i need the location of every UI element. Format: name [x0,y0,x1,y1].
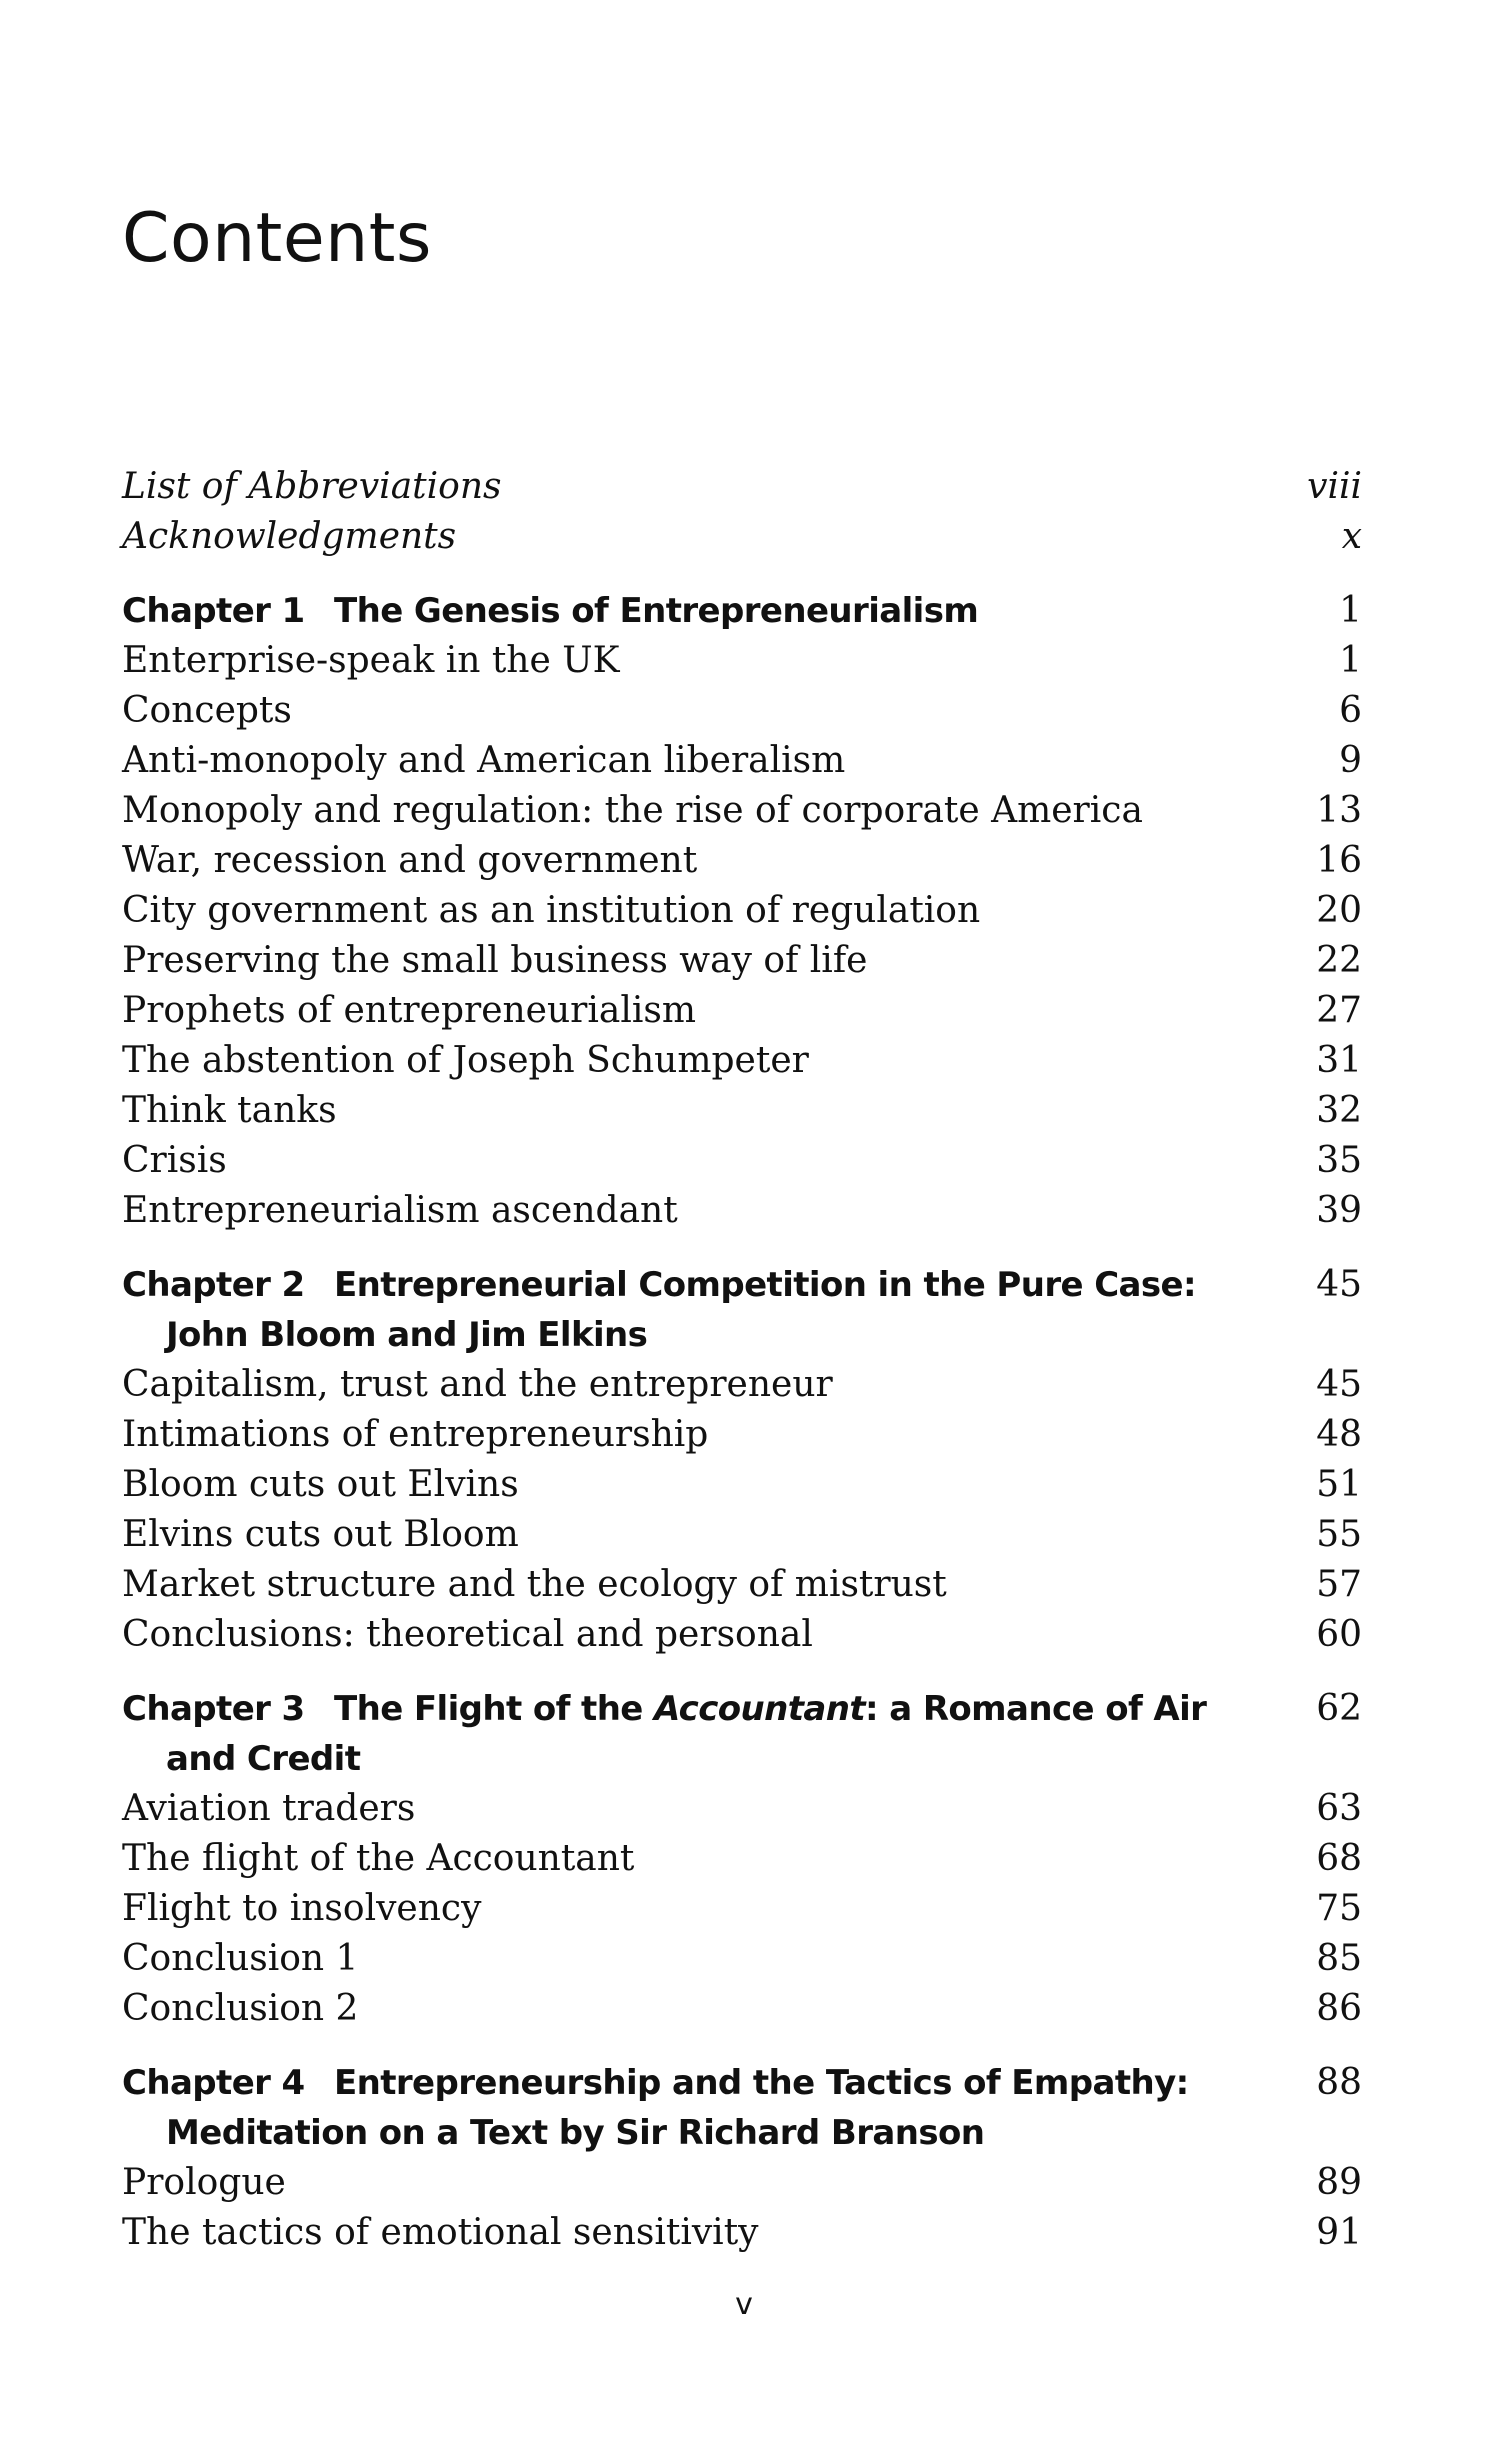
entry-title: Flight to insolvency [122,1888,482,1929]
toc-entry[interactable] [122,1186,1362,1236]
toc-entry[interactable] [122,1984,1362,2034]
toc-entry[interactable] [122,1560,1362,1610]
toc-entry[interactable] [122,886,1362,936]
toc-entry[interactable] [122,1610,1362,1660]
chapter-heading-1[interactable] [122,586,1362,636]
entry-title: Think tanks [122,1090,337,1131]
entry-page: 27 [1316,990,1362,1031]
chapter-heading-2[interactable] [122,1260,1362,1360]
toc-entry[interactable] [122,686,1362,736]
chapter-title-italic: Accountant [654,1689,866,1729]
chapter-heading-4[interactable] [122,2058,1362,2158]
toc-entry[interactable] [122,736,1362,786]
entry-title: Preserving the small business way of life [122,940,868,981]
entry-title: Prophets of entrepreneurialism [122,990,696,1031]
entry-page: 39 [1316,1190,1362,1231]
chapter-title-continued: Meditation on a Text by Sir Richard Branson [166,2113,985,2153]
entry-page: 48 [1316,1414,1362,1455]
toc-entry[interactable] [122,986,1362,1036]
entry-title: Prologue [122,2162,286,2203]
entry-title: Anti-monopoly and American liberalism [122,740,846,781]
entry-page: 31 [1316,1040,1362,1081]
chapter-title-continued: John Bloom and Jim Elkins [166,1315,648,1355]
entry-page: 57 [1316,1564,1362,1605]
entry-page: viii [1307,466,1362,507]
chapter-title-post: : a Romance of Air [865,1689,1207,1729]
entry-title: Bloom cuts out Elvins [122,1464,519,1505]
entry-title: Market structure and the ecology of mistrust [122,1564,947,1605]
toc-entry[interactable] [122,936,1362,986]
chapter-title-pre: The Flight of the [334,1689,655,1729]
entry-title: Conclusion 2 [122,1988,359,2029]
entry-title: Entrepreneurialism ascendant [122,1190,678,1231]
toc-entry[interactable] [122,836,1362,886]
entry-page: 13 [1316,790,1362,831]
toc-entry[interactable] [122,636,1362,686]
entry-title: Monopoly and regulation: the rise of corporate America [122,790,1143,831]
entry-title: The flight of the Accountant [122,1838,635,1879]
entry-page: 45 [1316,1364,1362,1405]
toc-entry[interactable] [122,1360,1362,1410]
toc-entry[interactable] [122,1510,1362,1560]
entry-page: 16 [1316,840,1362,881]
entry-page: 20 [1316,890,1362,931]
chapter-page: 62 [1316,1688,1362,1729]
entry-title: List of Abbreviations [122,466,502,507]
page-title: Contents [122,199,432,278]
entry-page: 6 [1339,690,1362,731]
entry-page: 55 [1316,1514,1362,1555]
toc-entry[interactable] [122,1784,1362,1834]
chapter-number: Chapter 1 [122,591,305,631]
entry-title: Conclusions: theoretical and personal [122,1614,813,1655]
toc-entry[interactable] [122,2208,1362,2258]
toc-entry[interactable] [122,2158,1362,2208]
chapter-title: The Genesis of Entrepreneurialism [334,591,979,631]
toc-entry[interactable] [122,1086,1362,1136]
chapter-number: Chapter 3 [122,1689,305,1729]
toc-entry[interactable] [122,1036,1362,1086]
toc-entry-acknowledgments[interactable] [122,512,1362,562]
chapter-number: Chapter 2 [122,1265,305,1305]
entry-title: Aviation traders [122,1788,416,1829]
entry-page: 86 [1316,1988,1362,2029]
entry-title: City government as an institution of regulation [122,890,981,931]
table-of-contents [122,462,1362,2258]
toc-entry[interactable] [122,786,1362,836]
toc-entry[interactable] [122,1934,1362,1984]
entry-page: 35 [1316,1140,1362,1181]
entry-title: The abstention of Joseph Schumpeter [122,1040,809,1081]
chapter-number: Chapter 4 [122,2063,305,2103]
entry-page: 22 [1316,940,1362,981]
entry-title: Crisis [122,1140,227,1181]
toc-entry[interactable] [122,1884,1362,1934]
entry-page: 85 [1316,1938,1362,1979]
chapter-page: 45 [1316,1264,1362,1305]
entry-title: War, recession and government [122,840,698,881]
entry-page: 68 [1316,1838,1362,1879]
entry-title: The tactics of emotional sensitivity [122,2212,759,2253]
chapter-title: Entrepreneurship and the Tactics of Empathy: [334,2063,1189,2103]
toc-entry-abbreviations[interactable] [122,462,1362,512]
entry-page: 9 [1339,740,1362,781]
chapter-page: 1 [1339,590,1362,631]
entry-page: 32 [1316,1090,1362,1131]
chapter-title: Entrepreneurial Competition in the Pure Case: [334,1265,1196,1305]
entry-page: 89 [1316,2162,1362,2203]
entry-page: 60 [1316,1614,1362,1655]
entry-page: x [1341,516,1362,557]
entry-title: Enterprise-speak in the UK [122,640,620,681]
entry-title: Concepts [122,690,292,731]
toc-entry[interactable] [122,1834,1362,1884]
entry-title: Intimations of entrepreneurship [122,1414,709,1455]
chapter-title-continued: and Credit [166,1739,361,1779]
entry-title: Conclusion 1 [122,1938,359,1979]
entry-title: Acknowledgments [122,516,457,557]
entry-page: 51 [1316,1464,1362,1505]
entry-page: 63 [1316,1788,1362,1829]
entry-title: Elvins cuts out Bloom [122,1514,519,1555]
toc-entry[interactable] [122,1136,1362,1186]
entry-page: 91 [1316,2212,1362,2253]
entry-page: 1 [1339,640,1362,681]
toc-entry[interactable] [122,1410,1362,1460]
chapter-page: 88 [1316,2062,1362,2103]
entry-title: Capitalism, trust and the entrepreneur [122,1364,833,1405]
toc-entry[interactable] [122,1460,1362,1510]
entry-page: 75 [1316,1888,1362,1929]
page-number: v [735,2287,753,2322]
chapter-heading-3[interactable] [122,1684,1362,1784]
